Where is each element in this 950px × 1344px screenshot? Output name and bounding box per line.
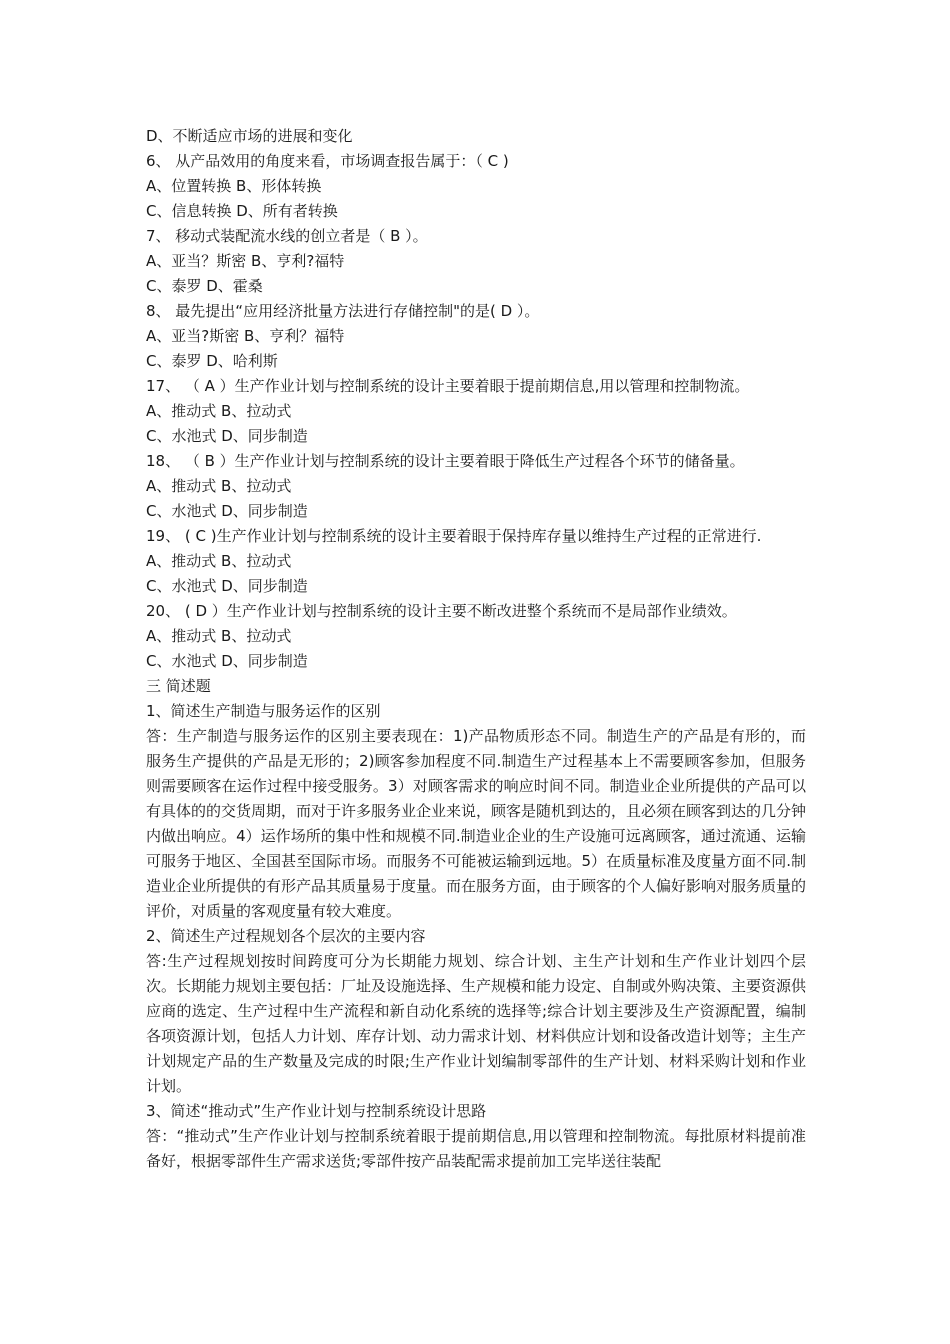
- answer-3: 答：“推动式”生产作业计划与控制系统着眼于提前期信息,用以管理和控制物流。每批原材料提前准备好，根据零部件生产需求送货;零部件按产品装配需求提前加工完毕送往装配: [146, 1127, 806, 1170]
- option-line: C、信息转换 D、所有者转换: [146, 202, 338, 220]
- text-line: D、不断适应市场的进展和变化: [146, 127, 353, 145]
- option-line: C、水池式 D、同步制造: [146, 577, 308, 595]
- question-18: 18、 （ B ）生产作业计划与控制系统的设计主要着眼于降低生产过程各个环节的储备量。: [146, 452, 745, 470]
- short-question-2: 2、简述生产过程规划各个层次的主要内容: [146, 927, 426, 945]
- answer-1: 答：生产制造与服务运作的区别主要表现在：1)产品物质形态不同。制造生产的产品是有形的，而服务生产提供的产品是无形的；2)顾客参加程度不同.制造生产过程基本上不需要顾客参加，但服务则需要顾客在运作过程中接受服务。3）对顾客需求的响应时间不同。制造业企业所提供的产品可以有具体的的交货周期，而对于许多服务业企业来说，顾客是随机到达的，且必须在顾客到达的几分钟内做出响应。4）运作场所的集中性和规模不同.制造业企业的生产设施可远离顾客，通过流通、运输可服务于地区、全国甚至国际市场。而服务不可能被运输到远地。5）在质量标准及度量方面不同.制造业企业所提供的有形产品其质量易于度量。而在服务方面，由于顾客的个人偏好影响对服务质量的评价，对质量的客观度量有较大难度。: [146, 727, 807, 920]
- short-question-1: 1、简述生产制造与服务运作的区别: [146, 702, 381, 720]
- option-line: A、亚当？斯密 B、亨利?福特: [146, 252, 345, 270]
- option-line: C、水池式 D、同步制造: [146, 502, 308, 520]
- answer-2: 答:生产过程规划按时间跨度可分为长期能力规划、综合计划、主生产计划和生产作业计划四个层次。长期能力规划主要包括：厂址及设施选择、生产规模和能力设定、自制或外购决策、主要资源供应商的选定、生产过程中生产流程和新自动化系统的选择等;综合计划主要涉及生产资源配置，编制各项资源计划，包括人力计划、库存计划、动力需求计划、材料供应计划和设备改造计划等；主生产计划规定产品的生产数量及完成的时限;生产作业计划编制零部件的生产计划、材料采购计划和作业计划。: [146, 952, 807, 1095]
- question-19: 19、 ( C )生产作业计划与控制系统的设计主要着眼于保持库存量以维持生产过程的正常进行.: [146, 527, 762, 545]
- option-line: C、泰罗 D、哈利斯: [146, 352, 278, 370]
- option-line: A、位置转换 B、形体转换: [146, 177, 322, 195]
- question-20: 20、 ( D ）生产作业计划与控制系统的设计主要不断改进整个系统而不是局部作业绩效。: [146, 602, 737, 620]
- option-line: A、推动式 B、拉动式: [146, 552, 292, 570]
- question-17: 17、 （ A ）生产作业计划与控制系统的设计主要着眼于提前期信息,用以管理和控制物流。: [146, 377, 750, 395]
- option-line: C、泰罗 D、霍桑: [146, 277, 263, 295]
- question-8: 8、 最先提出“应用经济批量方法进行存储控制"的是( D ）。: [146, 302, 540, 320]
- question-7: 7、 移动式装配流水线的创立者是（ B ）。: [146, 227, 428, 245]
- option-line: C、水池式 D、同步制造: [146, 652, 308, 670]
- option-line: A、推动式 B、拉动式: [146, 627, 292, 645]
- short-question-3: 3、简述“推动式”生产作业计划与控制系统设计思路: [146, 1102, 487, 1120]
- question-6: 6、 从产品效用的角度来看，市场调查报告属于：（ C ): [146, 152, 509, 170]
- option-line: A、推动式 B、拉动式: [146, 402, 292, 420]
- document-page: [146, 124, 806, 1174]
- option-line: A、亚当?斯密 B、亨利？福特: [146, 327, 345, 345]
- section-heading: 三 简述题: [146, 677, 211, 695]
- option-line: A、推动式 B、拉动式: [146, 477, 292, 495]
- option-line: C、水池式 D、同步制造: [146, 427, 308, 445]
